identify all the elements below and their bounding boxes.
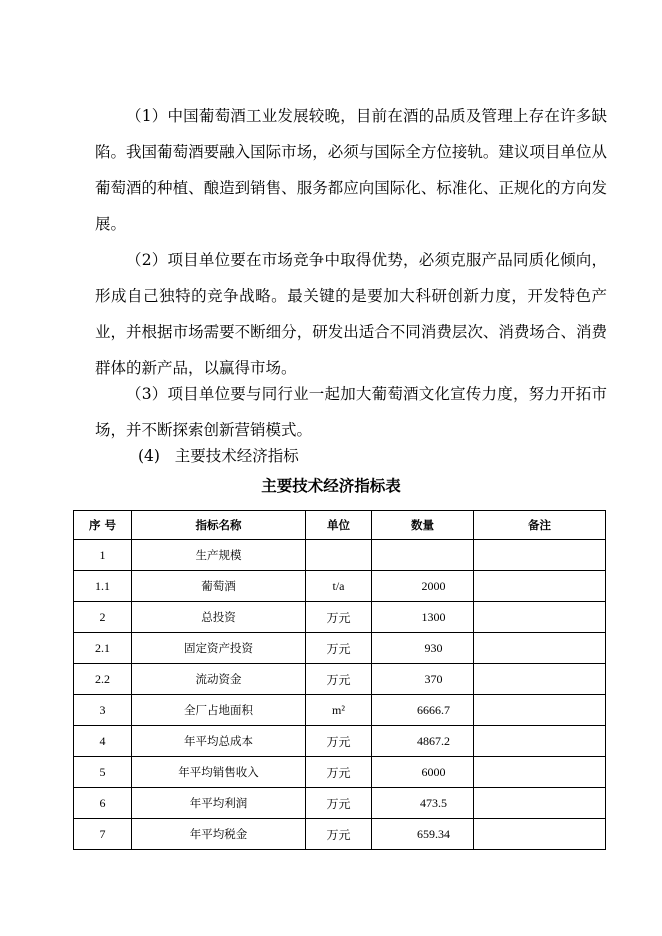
cell-name: 年平均税金 [132, 819, 306, 850]
indicator-table [73, 510, 606, 850]
cell-name: 年平均总成本 [132, 726, 306, 757]
table-row [74, 819, 606, 850]
cell-seq: 1.1 [74, 571, 132, 602]
cell-qty [372, 540, 474, 571]
cell-seq: 2 [74, 602, 132, 633]
cell-unit: m² [306, 695, 372, 726]
cell-name: 生产规模 [132, 540, 306, 571]
cell-note [474, 819, 606, 850]
cell-name: 葡萄酒 [132, 571, 306, 602]
section-heading: (4) 主要技术经济指标 [138, 447, 299, 465]
cell-seq: 3 [74, 695, 132, 726]
cell-name: 固定资产投资 [132, 633, 306, 664]
cell-note [474, 633, 606, 664]
table-header-row [74, 511, 606, 540]
table-row [74, 757, 606, 788]
cell-note [474, 695, 606, 726]
cell-unit: 万元 [306, 819, 372, 850]
cell-note [474, 571, 606, 602]
cell-qty: 4867.2 [372, 726, 474, 757]
cell-seq: 4 [74, 726, 132, 757]
table-row [74, 602, 606, 633]
cell-qty: 930 [372, 633, 474, 664]
table-row [74, 540, 606, 571]
header-qty: 数量 [372, 511, 474, 540]
cell-note [474, 664, 606, 695]
cell-seq: 1 [74, 540, 132, 571]
table-row [74, 788, 606, 819]
paragraph-2: （2）项目单位要在市场竞争中取得优势，必须克服产品同质化倾向，形成自己独特的竞争战略。最关键的是要加大科研创新力度，开发特色产业，并根据市场需要不断细分，研发出适合不同消费层次、消费场合、消费群体的新产品，以赢得市场。 [95, 251, 607, 377]
cell-qty: 2000 [372, 571, 474, 602]
cell-qty: 473.5 [372, 788, 474, 819]
cell-note [474, 788, 606, 819]
cell-seq: 2.1 [74, 633, 132, 664]
table-row [74, 633, 606, 664]
cell-qty: 659.34 [372, 819, 474, 850]
cell-note [474, 726, 606, 757]
table-row [74, 571, 606, 602]
paragraph-3: （3）项目单位要与同行业一起加大葡萄酒文化宣传力度，努力开拓市场，并不断探索创新营销模式。 [95, 385, 607, 439]
cell-unit: 万元 [306, 664, 372, 695]
header-seq: 序 号 [74, 511, 132, 540]
cell-qty: 1300 [372, 602, 474, 633]
cell-qty: 6666.7 [372, 695, 474, 726]
cell-qty: 370 [372, 664, 474, 695]
cell-name: 年平均销售收入 [132, 757, 306, 788]
cell-unit: 万元 [306, 757, 372, 788]
cell-seq: 7 [74, 819, 132, 850]
cell-note [474, 602, 606, 633]
table-title: 主要技术经济指标表 [261, 477, 401, 495]
cell-name: 全厂占地面积 [132, 695, 306, 726]
cell-name: 总投资 [132, 602, 306, 633]
cell-qty: 6000 [372, 757, 474, 788]
cell-unit: 万元 [306, 788, 372, 819]
header-name: 指标名称 [132, 511, 306, 540]
header-unit: 单位 [306, 511, 372, 540]
table-row [74, 664, 606, 695]
cell-unit: 万元 [306, 602, 372, 633]
cell-seq: 5 [74, 757, 132, 788]
header-note: 备注 [474, 511, 606, 540]
table-row [74, 695, 606, 726]
paragraph-1: （1）中国葡萄酒工业发展较晚，目前在酒的品质及管理上存在许多缺陷。我国葡萄酒要融入国际市场，必须与国际全方位接轨。建议项目单位从葡萄酒的种植、酿造到销售、服务都应向国际化、标准化、正规化的方向发展。 [95, 107, 607, 233]
cell-unit [306, 540, 372, 571]
table-row [74, 726, 606, 757]
cell-unit: 万元 [306, 726, 372, 757]
cell-name: 年平均利润 [132, 788, 306, 819]
table-body [74, 540, 606, 850]
cell-name: 流动资金 [132, 664, 306, 695]
cell-unit: 万元 [306, 633, 372, 664]
cell-unit: t/a [306, 571, 372, 602]
cell-note [474, 757, 606, 788]
cell-seq: 6 [74, 788, 132, 819]
cell-seq: 2.2 [74, 664, 132, 695]
cell-note [474, 540, 606, 571]
